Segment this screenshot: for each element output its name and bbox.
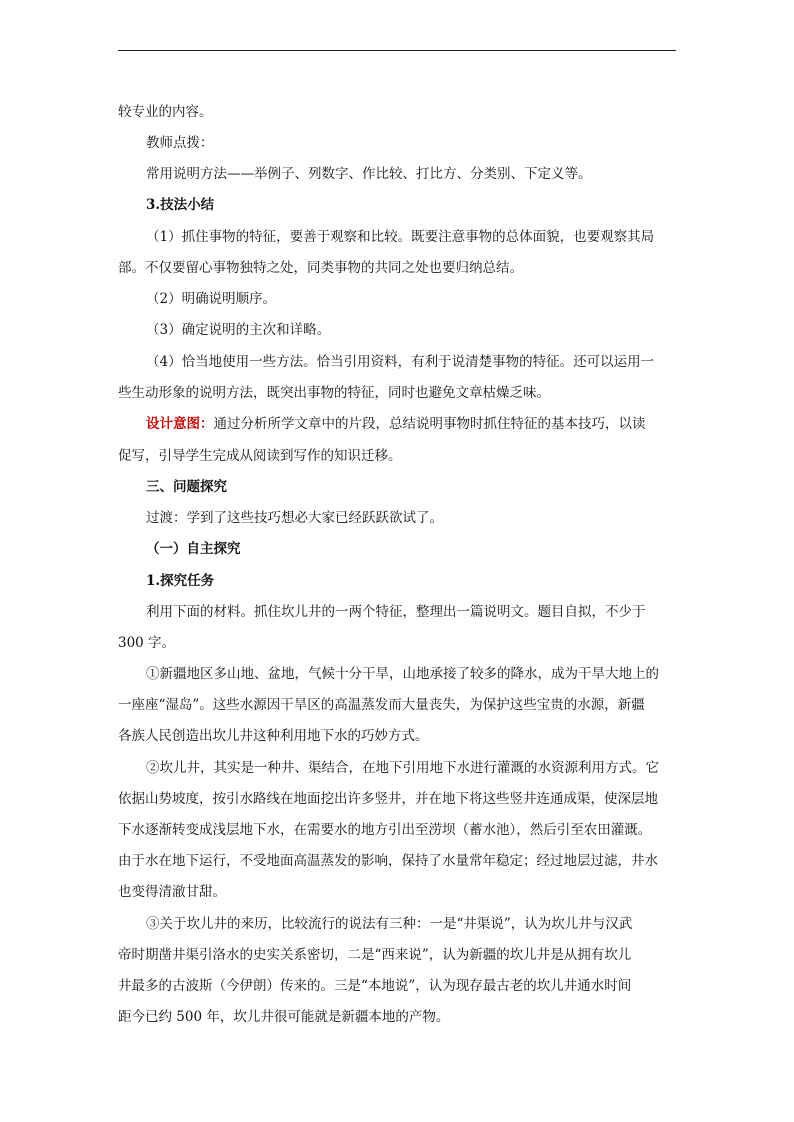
text-line: 一座座“湿岛”。这些水源因干旱区的高温蒸发而大量丧失，为保护这些宝贵的水源，新疆: [118, 697, 645, 713]
text-line: 促写，引导学生完成从阅读到写作的知识迁移。: [118, 448, 402, 464]
text-line: 距今已约 500 年，坎儿井很可能就是新疆本地的产物。: [118, 1009, 450, 1025]
text-line: 井最多的古波斯（今伊朗）传来的。三是“本地说”，认为现存最古老的坎儿井通水时间: [118, 978, 632, 994]
text-line: 依据山势坡度，按引水路线在地面挖出许多竖井，并在地下将这些竖井连通成渠，使深层地: [118, 791, 658, 807]
section-heading: 三、问题探究: [146, 479, 227, 495]
section-heading: 1.探究任务: [146, 573, 215, 589]
text-line: （4）恰当地使用一些方法。恰当引用资料，有利于说清楚事物的特征。还可以运用一: [146, 354, 655, 370]
text-line: 部。不仅要留心事物独特之处，同类事物的共同之处也要归纳总结。: [118, 260, 523, 276]
section-heading: 3.技法小结: [146, 197, 215, 213]
section-heading: （一）自主探究: [146, 541, 241, 557]
text-line: 由于水在地下运行，不受地面高温蒸发的影响，保持了水量常年稳定；经过地层过滤，井水: [118, 853, 658, 869]
text-line: 常用说明方法——举例子、列数字、作比较、打比方、分类别、下定义等。: [146, 166, 592, 182]
design-intent-line: [146, 416, 676, 432]
text-line: 教师点拨：: [146, 135, 214, 151]
text-line: 也变得清澈甘甜。: [118, 884, 226, 900]
text-line: 帝时期凿井渠引洛水的史实关系密切，二是“西来说”，认为新疆的坎儿井是从拥有坎儿: [118, 947, 632, 963]
text-line: ③关于坎儿井的来历，比较流行的说法有三种：一是“井渠说”，认为坎儿井与汉武: [146, 916, 633, 932]
text-line: （2）明确说明顺序。: [146, 291, 277, 307]
text-line: （3）确定说明的主次和详略。: [146, 322, 331, 338]
text-line: （1）抓住事物的特征，要善于观察和比较。既要注意事物的总体面貌，也要观察其局: [146, 229, 655, 245]
text-line: 较专业的内容。: [118, 104, 213, 120]
text-line: 些生动形象的说明方法，既突出事物的特征，同时也避免文章枯燥乏味。: [118, 385, 550, 401]
text-line: 下水逐渐转变成浅层地下水，在需要水的地方引出至涝坝（蓄水池），然后引至农田灌溉。: [118, 822, 652, 838]
text-line: ①新疆地区多山地、盆地，气候十分干旱，山地承接了较多的降水，成为干旱大地上的: [146, 666, 659, 682]
design-intent-text: 通过分析所学文章中的片段，总结说明事物时抓住特征的基本技巧，以读: [213, 416, 646, 432]
text-line: 利用下面的材料。抓住坎儿井的一两个特征，整理出一篇说明文。题目自拟，不少于: [146, 604, 646, 620]
text-line: ②坎儿井，其实是一种井、渠结合，在地下引用地下水进行灌溉的水资源利用方式。它: [146, 760, 659, 776]
text-line: 过渡：学到了这些技巧想必大家已经跃跃欲试了。: [146, 510, 443, 526]
text-line: 各族人民创造出坎儿井这种利用地下水的巧妙方式。: [118, 728, 429, 744]
text-line: 300 字。: [118, 635, 176, 651]
design-intent-label: 设计意图：: [146, 416, 214, 432]
header-rule: [118, 50, 676, 51]
